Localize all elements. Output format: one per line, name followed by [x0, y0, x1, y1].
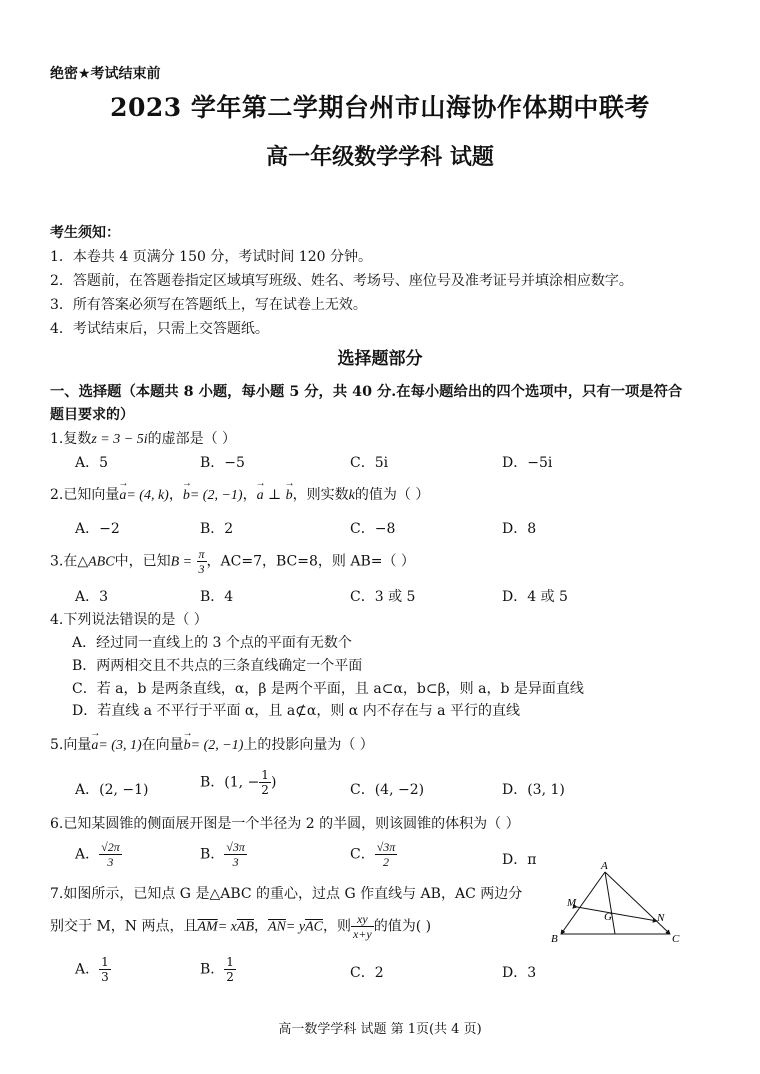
q1-option-a: A．5 — [75, 455, 109, 471]
exam-subtitle: 高一年级数学学科 试题 — [266, 144, 494, 170]
q4-option-c: C．若 a，b 是两条直线，α，β 是两个平面，且 a⊂α，b⊂β，则 a，b 是异面直线 — [72, 681, 584, 697]
q4-option-b: B．两两相交且不共点的三条直线确定一个平面 — [72, 658, 363, 674]
notice-item: 4．考试结束后，只需上交答题纸。 — [50, 321, 269, 337]
question-4-stem: 4.下列说法错误的是（ ） — [50, 612, 208, 628]
exam-title: 2023 学年第二学期台州市山海协作体期中联考 — [110, 93, 650, 122]
label-m: M — [567, 897, 577, 909]
section-title: 选择题部分 — [337, 349, 423, 369]
q1-option-c: C．5i — [350, 455, 389, 471]
q2-option-d: D．8 — [502, 521, 537, 537]
q6-option-a: A． $\frac{√2\pi}{3}$ — [75, 840, 120, 869]
q3-option-c: C．3 或 5 — [350, 589, 416, 605]
page-footer: 高一数学学科 试题 第 1页(共 4 页) — [278, 1022, 482, 1037]
q6-option-c: C． $\frac{√3\pi}{2}$ — [350, 840, 396, 869]
question-6-stem: 6.已知某圆锥的侧面展开图是一个半径为 2 的半圆，则该圆锥的体积为（ ） — [50, 816, 520, 832]
q5-option-a: A．(2, −1) — [75, 782, 149, 798]
question-3-stem: 3.在△ABC中，已知B = $\frac{\pi}{3}$ ，AC=7，BC=8，则 AB=（ ） — [50, 547, 415, 576]
notice-heading: 考生须知： — [50, 225, 120, 241]
label-c: C — [672, 933, 680, 945]
triangle-figure — [545, 858, 690, 948]
notice-item: 1．本卷共 4 页满分 150 分，考试时间 120 分钟。 — [50, 249, 372, 265]
q2-option-b: B．2 — [200, 521, 234, 537]
question-2-stem: 2.已知向量→ a= (4, k)，→ b= (2, −1)，→ a ⊥ → b，则实数k的值为（ ） — [50, 484, 429, 504]
section-instruction: 一、选择题（本题共 8 小题，每小题 5 分，共 40 分.在每小题给出的四个选项中，只有一项是符合 — [50, 384, 683, 400]
label-b: B — [551, 933, 558, 945]
label-n: N — [657, 912, 665, 924]
question-7-stem-line1: 7.如图所示，已知点 G 是△ABC 的重心，过点 G 作直线与 AB，AC 两边分 — [50, 886, 523, 902]
q6-option-b: B． $\frac{√3\pi}{3}$ — [200, 840, 245, 869]
q7-option-d: D．3 — [502, 965, 537, 981]
q4-option-d: D．若直线 a 不平行于平面 α，且 a⊄α，则 α 内不存在与 a 平行的直线 — [72, 703, 520, 719]
q3-option-d: D．4 或 5 — [502, 589, 568, 605]
q5-option-b: B．(1, − $\frac{1}{2}$ ) — [200, 768, 277, 797]
label-g: G — [604, 911, 612, 923]
q5-option-d: D．(3, 1) — [502, 782, 565, 798]
median-line — [605, 872, 615, 934]
label-a: A — [601, 860, 608, 872]
q7-option-b: B． $\frac{1}{2}$ — [200, 955, 234, 984]
confidential-label: 绝密★考试结束前 — [50, 66, 161, 82]
q1-option-d: D．−5i — [502, 455, 553, 471]
notice-item: 2．答题前，在答题卷指定区域填写班级、姓名、考场号、座位号及准考证号并填涂相应数字。 — [50, 273, 633, 289]
line-mn — [577, 907, 657, 921]
q3-option-b: B．4 — [200, 589, 234, 605]
q6-option-d: D．π — [502, 852, 537, 868]
question-1-stem: 1.复数z = 3 − 5i的虚部是（ ） — [50, 431, 237, 447]
q5-option-c: C．(4, −2) — [350, 782, 425, 798]
question-5-stem: 5.向量→ a= (3, 1)在向量→ b= (2, −1)上的投影向量为（ ） — [50, 734, 374, 754]
section-instruction-cont: 题目要求的） — [50, 407, 134, 423]
q4-option-a: A．经过同一直线上的 3 个点的平面有无数个 — [72, 635, 352, 651]
q7-option-a: A． $\frac{1}{3}$ — [75, 955, 109, 984]
q7-option-c: C．2 — [350, 965, 384, 981]
q1-option-b: B．−5 — [200, 455, 245, 471]
notice-item: 3．所有答案必须写在答题纸上，写在试卷上无效。 — [50, 297, 367, 313]
question-7-stem-line2: 别交于 M，N 两点，且$\overline{AM}= x\overline{AB}$，$\overline{AN}= y\overline{AC}$，则 $\frac{xy}{x+y}$ 的值为( ) — [50, 912, 432, 941]
q3-option-a: A．3 — [75, 589, 109, 605]
edge-ac — [605, 872, 670, 934]
q2-option-c: C．−8 — [350, 521, 396, 537]
q2-option-a: A．−2 — [75, 521, 120, 537]
